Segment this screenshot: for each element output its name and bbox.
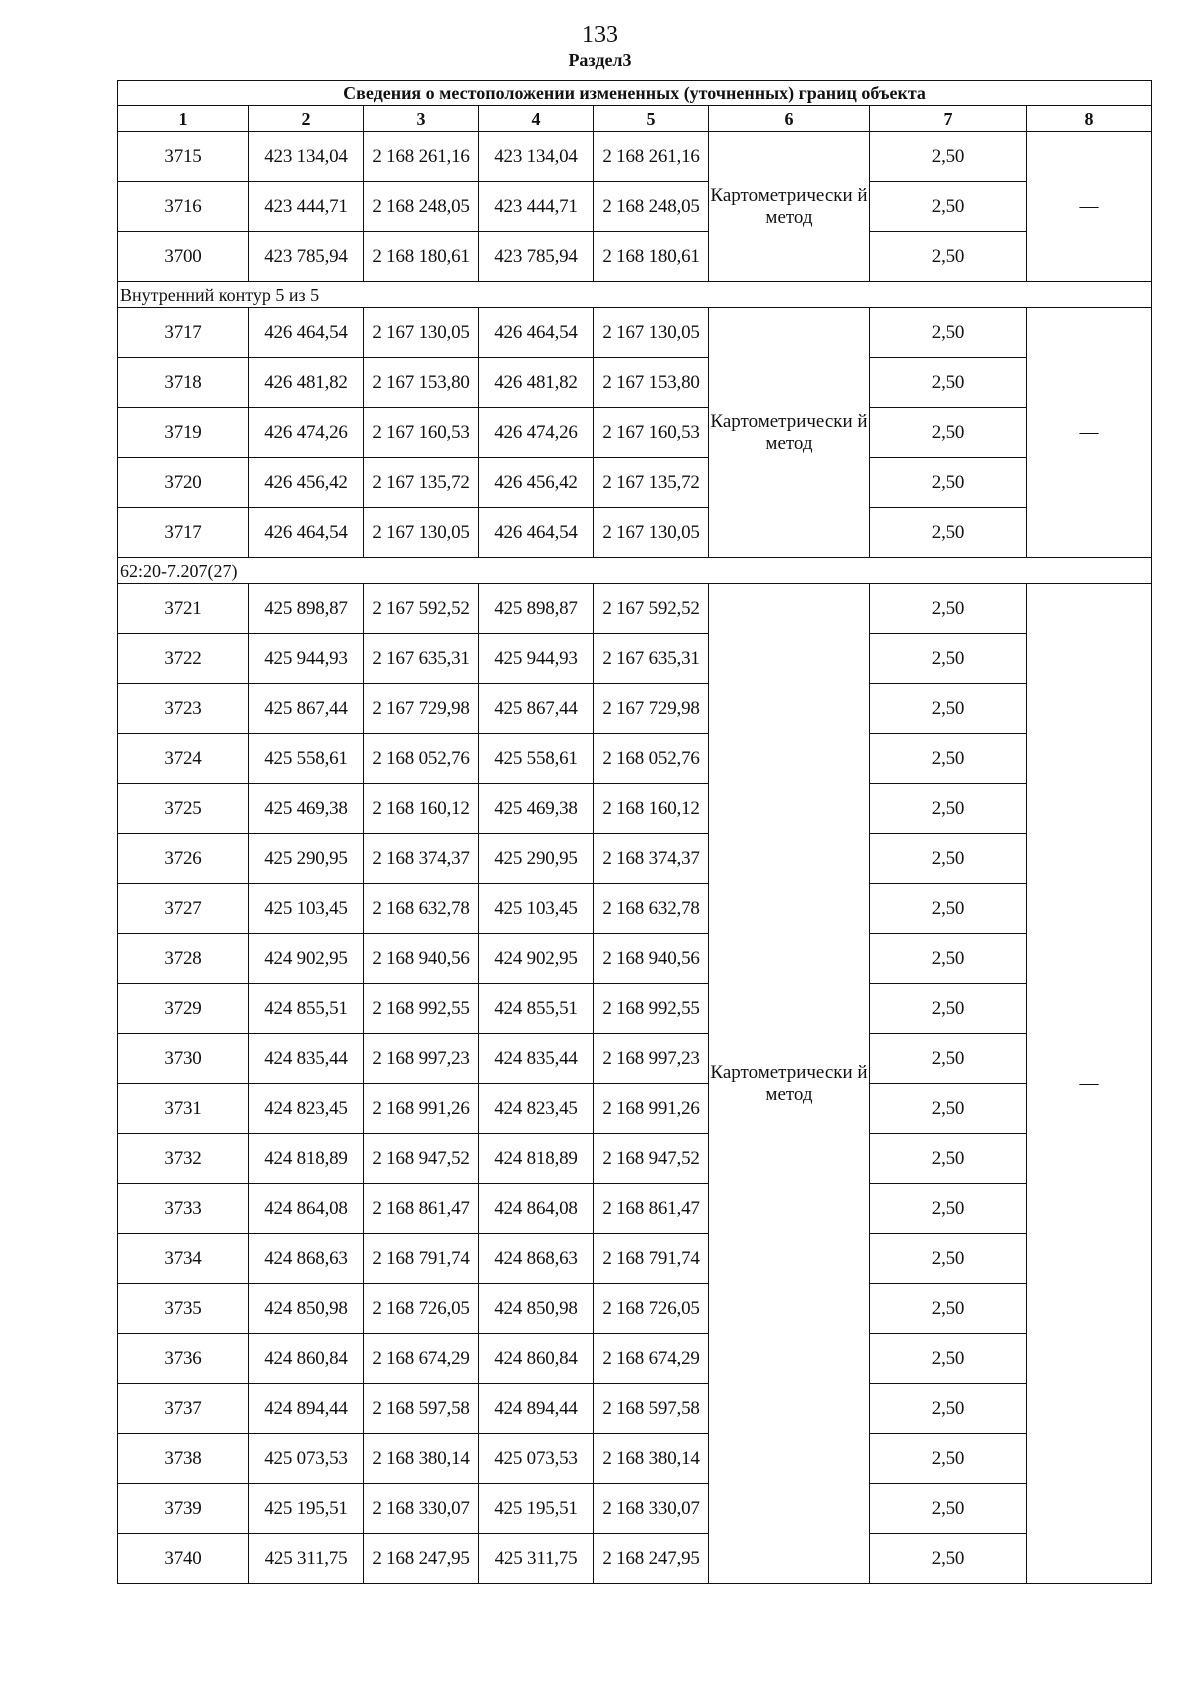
point-number-cell: 3718: [118, 358, 249, 408]
section-title: Раздел3: [568, 50, 632, 70]
y-coordinate-cell: 2 168 374,37: [594, 834, 709, 884]
y-coordinate-cell: 2 168 991,26: [364, 1084, 479, 1134]
table-row: [118, 684, 1152, 734]
x-coordinate-cell: 423 134,04: [479, 132, 594, 182]
accuracy-cell: 2,50: [870, 1134, 1027, 1184]
point-number-cell: 3719: [118, 408, 249, 458]
point-number-cell: 3726: [118, 834, 249, 884]
x-coordinate-cell: 424 818,89: [249, 1134, 364, 1184]
x-coordinate-cell: 426 464,54: [479, 508, 594, 558]
point-number-cell: 3739: [118, 1484, 249, 1534]
x-coordinate-cell: 425 898,87: [249, 584, 364, 634]
contour-label: 62:20-7.207(27): [118, 558, 1152, 584]
point-number-cell: 3724: [118, 734, 249, 784]
x-coordinate-cell: 424 868,63: [479, 1234, 594, 1284]
point-number-cell: 3738: [118, 1434, 249, 1484]
y-coordinate-cell: 2 168 248,05: [594, 182, 709, 232]
point-number-cell: 3725: [118, 784, 249, 834]
point-number-cell: 3715: [118, 132, 249, 182]
contour-label-row: [118, 558, 1152, 584]
x-coordinate-cell: 425 103,45: [479, 884, 594, 934]
y-coordinate-cell: 2 168 380,14: [364, 1434, 479, 1484]
x-coordinate-cell: 425 195,51: [249, 1484, 364, 1534]
accuracy-cell: 2,50: [870, 634, 1027, 684]
point-number-cell: 3729: [118, 984, 249, 1034]
x-coordinate-cell: 423 444,71: [479, 182, 594, 232]
y-coordinate-cell: 2 167 729,98: [594, 684, 709, 734]
table-row: [118, 508, 1152, 558]
x-coordinate-cell: 424 868,63: [249, 1234, 364, 1284]
accuracy-cell: 2,50: [870, 232, 1027, 282]
table-row: [118, 1334, 1152, 1384]
x-coordinate-cell: 424 864,08: [249, 1184, 364, 1234]
point-number-cell: 3727: [118, 884, 249, 934]
column-number: 6: [709, 106, 870, 132]
x-coordinate-cell: 425 944,93: [249, 634, 364, 684]
x-coordinate-cell: 424 860,84: [479, 1334, 594, 1384]
point-number-cell: 3731: [118, 1084, 249, 1134]
point-number-cell: 3733: [118, 1184, 249, 1234]
table-row: [118, 458, 1152, 508]
y-coordinate-cell: 2 167 153,80: [364, 358, 479, 408]
table-row: [118, 358, 1152, 408]
x-coordinate-cell: 426 464,54: [249, 508, 364, 558]
column-number: 1: [118, 106, 249, 132]
y-coordinate-cell: 2 168 632,78: [364, 884, 479, 934]
y-coordinate-cell: 2 168 726,05: [594, 1284, 709, 1334]
y-coordinate-cell: 2 168 247,95: [594, 1534, 709, 1584]
point-number-cell: 3700: [118, 232, 249, 282]
accuracy-cell: 2,50: [870, 984, 1027, 1034]
accuracy-cell: 2,50: [870, 934, 1027, 984]
x-coordinate-cell: 425 469,38: [249, 784, 364, 834]
y-coordinate-cell: 2 168 248,05: [364, 182, 479, 232]
contour-label-row: [118, 282, 1152, 308]
y-coordinate-cell: 2 167 635,31: [364, 634, 479, 684]
y-coordinate-cell: 2 168 374,37: [364, 834, 479, 884]
table-row: [118, 784, 1152, 834]
point-number-cell: 3721: [118, 584, 249, 634]
accuracy-cell: 2,50: [870, 1534, 1027, 1584]
x-coordinate-cell: 425 311,75: [249, 1534, 364, 1584]
x-coordinate-cell: 424 894,44: [479, 1384, 594, 1434]
accuracy-cell: 2,50: [870, 834, 1027, 884]
point-number-cell: 3717: [118, 308, 249, 358]
table-row: [118, 834, 1152, 884]
x-coordinate-cell: 423 785,94: [249, 232, 364, 282]
table-row: [118, 984, 1152, 1034]
x-coordinate-cell: 426 481,82: [479, 358, 594, 408]
y-coordinate-cell: 2 168 632,78: [594, 884, 709, 934]
table-row: [118, 734, 1152, 784]
accuracy-cell: 2,50: [870, 308, 1027, 358]
x-coordinate-cell: 424 850,98: [479, 1284, 594, 1334]
table-row: [118, 182, 1152, 232]
x-coordinate-cell: 426 474,26: [479, 408, 594, 458]
y-coordinate-cell: 2 168 160,12: [594, 784, 709, 834]
y-coordinate-cell: 2 168 247,95: [364, 1534, 479, 1584]
table-caption: Сведения о местоположении измененных (уточненных) границ объекта: [118, 81, 1152, 106]
y-coordinate-cell: 2 167 160,53: [364, 408, 479, 458]
x-coordinate-cell: 424 818,89: [479, 1134, 594, 1184]
point-number-cell: 3716: [118, 182, 249, 232]
column-number-row: [118, 106, 1152, 132]
column-number: 2: [249, 106, 364, 132]
y-coordinate-cell: 2 167 130,05: [364, 508, 479, 558]
point-number-cell: 3730: [118, 1034, 249, 1084]
y-coordinate-cell: 2 167 160,53: [594, 408, 709, 458]
x-coordinate-cell: 426 481,82: [249, 358, 364, 408]
x-coordinate-cell: 425 469,38: [479, 784, 594, 834]
point-number-cell: 3732: [118, 1134, 249, 1184]
accuracy-cell: 2,50: [870, 1384, 1027, 1434]
x-coordinate-cell: 426 464,54: [479, 308, 594, 358]
accuracy-cell: 2,50: [870, 358, 1027, 408]
column-number: 4: [479, 106, 594, 132]
x-coordinate-cell: 424 855,51: [249, 984, 364, 1034]
x-coordinate-cell: 425 944,93: [479, 634, 594, 684]
point-number-cell: 3720: [118, 458, 249, 508]
point-number-cell: 3740: [118, 1534, 249, 1584]
column-number: 7: [870, 106, 1027, 132]
accuracy-cell: 2,50: [870, 1484, 1027, 1534]
x-coordinate-cell: 424 823,45: [249, 1084, 364, 1134]
x-coordinate-cell: 425 195,51: [479, 1484, 594, 1534]
table-row: [118, 132, 1152, 182]
y-coordinate-cell: 2 167 130,05: [594, 508, 709, 558]
table-row: [118, 1034, 1152, 1084]
x-coordinate-cell: 425 073,53: [479, 1434, 594, 1484]
y-coordinate-cell: 2 168 791,74: [594, 1234, 709, 1284]
x-coordinate-cell: 424 850,98: [249, 1284, 364, 1334]
x-coordinate-cell: 426 474,26: [249, 408, 364, 458]
boundary-coordinates-table: [117, 80, 1152, 1584]
y-coordinate-cell: 2 168 861,47: [594, 1184, 709, 1234]
table-row: [118, 1534, 1152, 1584]
y-coordinate-cell: 2 168 992,55: [594, 984, 709, 1034]
table-row: [118, 1434, 1152, 1484]
accuracy-cell: 2,50: [870, 458, 1027, 508]
y-coordinate-cell: 2 168 674,29: [364, 1334, 479, 1384]
y-coordinate-cell: 2 168 330,07: [364, 1484, 479, 1534]
x-coordinate-cell: 424 855,51: [479, 984, 594, 1034]
accuracy-cell: 2,50: [870, 1034, 1027, 1084]
table-row: [118, 1134, 1152, 1184]
y-coordinate-cell: 2 168 180,61: [364, 232, 479, 282]
y-coordinate-cell: 2 167 130,05: [594, 308, 709, 358]
accuracy-cell: 2,50: [870, 508, 1027, 558]
x-coordinate-cell: 424 864,08: [479, 1184, 594, 1234]
table-row: [118, 1234, 1152, 1284]
table-row: [118, 584, 1152, 634]
y-coordinate-cell: 2 168 940,56: [364, 934, 479, 984]
description-cell: —: [1027, 308, 1152, 558]
table-row: [118, 1284, 1152, 1334]
accuracy-cell: 2,50: [870, 1184, 1027, 1234]
point-number-cell: 3737: [118, 1384, 249, 1434]
y-coordinate-cell: 2 167 635,31: [594, 634, 709, 684]
table-row: [118, 1384, 1152, 1434]
y-coordinate-cell: 2 167 135,72: [594, 458, 709, 508]
accuracy-cell: 2,50: [870, 1234, 1027, 1284]
accuracy-cell: 2,50: [870, 584, 1027, 634]
y-coordinate-cell: 2 168 997,23: [364, 1034, 479, 1084]
x-coordinate-cell: 424 902,95: [249, 934, 364, 984]
x-coordinate-cell: 425 290,95: [249, 834, 364, 884]
point-number-cell: 3717: [118, 508, 249, 558]
y-coordinate-cell: 2 167 729,98: [364, 684, 479, 734]
y-coordinate-cell: 2 167 135,72: [364, 458, 479, 508]
y-coordinate-cell: 2 168 940,56: [594, 934, 709, 984]
x-coordinate-cell: 426 464,54: [249, 308, 364, 358]
y-coordinate-cell: 2 167 130,05: [364, 308, 479, 358]
x-coordinate-cell: 426 456,42: [479, 458, 594, 508]
x-coordinate-cell: 424 835,44: [479, 1034, 594, 1084]
point-number-cell: 3736: [118, 1334, 249, 1384]
y-coordinate-cell: 2 168 992,55: [364, 984, 479, 1034]
x-coordinate-cell: 424 894,44: [249, 1384, 364, 1434]
y-coordinate-cell: 2 168 991,26: [594, 1084, 709, 1134]
x-coordinate-cell: 425 558,61: [249, 734, 364, 784]
x-coordinate-cell: 425 898,87: [479, 584, 594, 634]
y-coordinate-cell: 2 168 947,52: [364, 1134, 479, 1184]
y-coordinate-cell: 2 168 052,76: [364, 734, 479, 784]
y-coordinate-cell: 2 167 153,80: [594, 358, 709, 408]
x-coordinate-cell: 424 860,84: [249, 1334, 364, 1384]
y-coordinate-cell: 2 168 726,05: [364, 1284, 479, 1334]
y-coordinate-cell: 2 167 592,52: [594, 584, 709, 634]
table-row: [118, 308, 1152, 358]
y-coordinate-cell: 2 168 947,52: [594, 1134, 709, 1184]
y-coordinate-cell: 2 168 597,58: [594, 1384, 709, 1434]
contour-label: Внутренний контур 5 из 5: [118, 282, 1152, 308]
point-number-cell: 3734: [118, 1234, 249, 1284]
accuracy-cell: 2,50: [870, 1084, 1027, 1134]
accuracy-cell: 2,50: [870, 132, 1027, 182]
accuracy-cell: 2,50: [870, 734, 1027, 784]
x-coordinate-cell: 425 073,53: [249, 1434, 364, 1484]
y-coordinate-cell: 2 168 330,07: [594, 1484, 709, 1534]
accuracy-cell: 2,50: [870, 684, 1027, 734]
accuracy-cell: 2,50: [870, 1284, 1027, 1334]
table-row: [118, 634, 1152, 684]
table-body: [118, 81, 1152, 1584]
accuracy-cell: 2,50: [870, 182, 1027, 232]
x-coordinate-cell: 423 444,71: [249, 182, 364, 232]
column-number: 3: [364, 106, 479, 132]
table-row: [118, 1484, 1152, 1534]
method-cell: Картометрически й метод: [709, 308, 870, 558]
point-number-cell: 3735: [118, 1284, 249, 1334]
description-cell: —: [1027, 132, 1152, 282]
y-coordinate-cell: 2 168 261,16: [364, 132, 479, 182]
y-coordinate-cell: 2 168 997,23: [594, 1034, 709, 1084]
y-coordinate-cell: 2 167 592,52: [364, 584, 479, 634]
y-coordinate-cell: 2 168 597,58: [364, 1384, 479, 1434]
description-cell: —: [1027, 584, 1152, 1584]
table-row: [118, 408, 1152, 458]
table-caption-row: [118, 81, 1152, 106]
column-number: 5: [594, 106, 709, 132]
point-number-cell: 3723: [118, 684, 249, 734]
y-coordinate-cell: 2 168 791,74: [364, 1234, 479, 1284]
y-coordinate-cell: 2 168 160,12: [364, 784, 479, 834]
table-row: [118, 884, 1152, 934]
y-coordinate-cell: 2 168 861,47: [364, 1184, 479, 1234]
x-coordinate-cell: 423 134,04: [249, 132, 364, 182]
x-coordinate-cell: 424 902,95: [479, 934, 594, 984]
table-row: [118, 232, 1152, 282]
method-cell: Картометрически й метод: [709, 132, 870, 282]
x-coordinate-cell: 425 311,75: [479, 1534, 594, 1584]
table-row: [118, 934, 1152, 984]
x-coordinate-cell: 424 835,44: [249, 1034, 364, 1084]
table-row: [118, 1084, 1152, 1134]
x-coordinate-cell: 425 867,44: [249, 684, 364, 734]
accuracy-cell: 2,50: [870, 784, 1027, 834]
y-coordinate-cell: 2 168 674,29: [594, 1334, 709, 1384]
accuracy-cell: 2,50: [870, 1434, 1027, 1484]
x-coordinate-cell: 425 867,44: [479, 684, 594, 734]
x-coordinate-cell: 425 558,61: [479, 734, 594, 784]
x-coordinate-cell: 425 103,45: [249, 884, 364, 934]
point-number-cell: 3722: [118, 634, 249, 684]
y-coordinate-cell: 2 168 052,76: [594, 734, 709, 784]
x-coordinate-cell: 423 785,94: [479, 232, 594, 282]
y-coordinate-cell: 2 168 261,16: [594, 132, 709, 182]
method-cell: Картометрически й метод: [709, 584, 870, 1584]
table-row: [118, 1184, 1152, 1234]
accuracy-cell: 2,50: [870, 1334, 1027, 1384]
x-coordinate-cell: 426 456,42: [249, 458, 364, 508]
y-coordinate-cell: 2 168 380,14: [594, 1434, 709, 1484]
x-coordinate-cell: 425 290,95: [479, 834, 594, 884]
y-coordinate-cell: 2 168 180,61: [594, 232, 709, 282]
column-number: 8: [1027, 106, 1152, 132]
accuracy-cell: 2,50: [870, 408, 1027, 458]
page-number: 133: [582, 22, 618, 48]
accuracy-cell: 2,50: [870, 884, 1027, 934]
point-number-cell: 3728: [118, 934, 249, 984]
x-coordinate-cell: 424 823,45: [479, 1084, 594, 1134]
